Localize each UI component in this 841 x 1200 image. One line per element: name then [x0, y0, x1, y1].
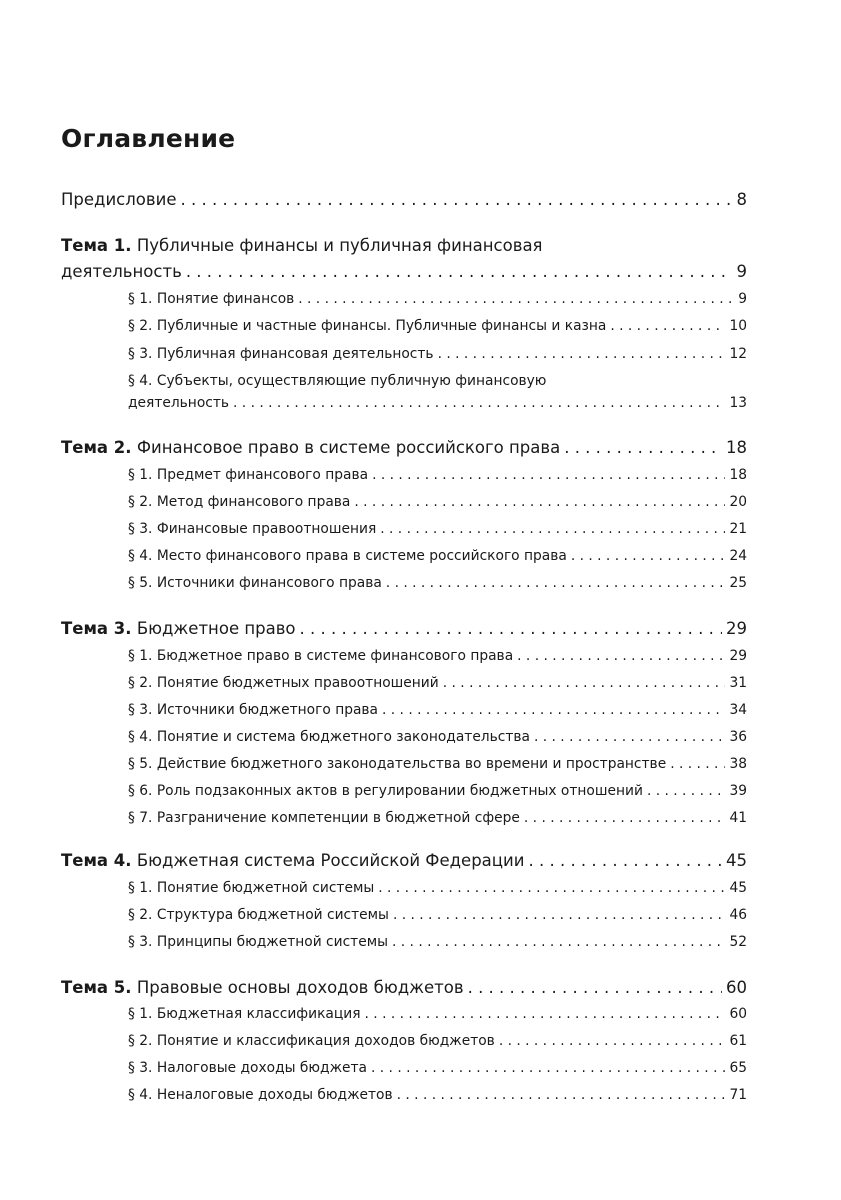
section-label: § 3. Финансовые правоотношения [128, 521, 377, 537]
toc-entry-label: Предисловие [61, 190, 177, 209]
section-label: § 4. Субъекты, осуществляющие публичную финансовую [128, 373, 547, 389]
toc-page-number: 36 [729, 729, 747, 745]
toc-topic-3[interactable] [61, 617, 747, 641]
dot-leader [233, 392, 725, 414]
dot-leader [468, 976, 722, 1000]
toc-section[interactable] [128, 491, 747, 513]
section-label: § 3. Принципы бюджетной системы [128, 934, 389, 950]
toc-section[interactable] [128, 699, 747, 721]
toc-page-number: 34 [729, 702, 747, 718]
dot-leader [610, 315, 725, 337]
toc-page-number: 39 [729, 783, 747, 799]
dot-leader [524, 807, 726, 829]
topic-prefix: Тема 4. [61, 851, 132, 870]
toc-page-number: 38 [729, 756, 747, 772]
dot-leader [397, 1084, 726, 1106]
toc-page-number: 21 [729, 521, 747, 537]
toc-section[interactable] [128, 1057, 747, 1079]
section-label: § 5. Источники финансового права [128, 575, 382, 591]
toc-page-number: 29 [726, 619, 747, 638]
dot-leader [534, 726, 725, 748]
topic-title: Бюджетное право [136, 619, 296, 638]
toc-section[interactable] [128, 726, 747, 748]
toc-page-number: 45 [726, 851, 747, 870]
topic-title: Бюджетная система Российской Федерации [136, 851, 525, 870]
section-label: § 2. Метод финансового права [128, 494, 351, 510]
toc-page-number: 71 [729, 1087, 747, 1103]
toc-section[interactable] [128, 464, 747, 486]
toc-page-number: 52 [729, 934, 747, 950]
section-label: § 2. Понятие и классификация доходов бюджетов [128, 1033, 495, 1049]
toc-topic-1-heading-line1[interactable] [61, 234, 542, 258]
toc-page-number: 10 [729, 318, 747, 334]
section-label: § 3. Источники бюджетного права [128, 702, 379, 718]
dot-leader [670, 753, 725, 775]
toc-page-number: 46 [729, 907, 747, 923]
toc-page-number: 31 [729, 675, 747, 691]
dot-leader [354, 491, 725, 513]
toc-section[interactable] [128, 672, 747, 694]
section-label-continued: деятельность [128, 395, 230, 411]
section-label: § 2. Структура бюджетной системы [128, 907, 389, 923]
toc-page-number: 20 [729, 494, 747, 510]
topic-title-continued: деятельность [61, 262, 182, 281]
toc-section[interactable] [128, 343, 747, 365]
dot-leader [528, 849, 722, 873]
dot-leader [438, 343, 726, 365]
toc-topic-1[interactable] [61, 260, 747, 284]
toc-page-number: 61 [729, 1033, 747, 1049]
toc-page-number: 65 [729, 1060, 747, 1076]
toc-section[interactable] [128, 780, 747, 802]
toc-section[interactable] [128, 545, 747, 567]
toc-section[interactable] [128, 392, 747, 414]
toc-page-number: 18 [726, 438, 747, 457]
toc-page-number: 12 [729, 346, 747, 362]
section-label: § 1. Понятие бюджетной системы [128, 880, 375, 896]
section-label: § 4. Неналоговые доходы бюджетов [128, 1087, 393, 1103]
dot-leader [365, 1003, 726, 1025]
section-label: § 1. Бюджетное право в системе финансового права [128, 648, 514, 664]
section-label: § 5. Действие бюджетного законодательства во времени и пространстве [128, 756, 667, 772]
dot-leader [647, 780, 725, 802]
section-label: § 3. Публичная финансовая деятельность [128, 346, 434, 362]
topic-prefix: Тема 3. [61, 619, 132, 638]
dot-leader [517, 645, 725, 667]
toc-topic-2[interactable] [61, 436, 747, 460]
toc-section[interactable] [128, 315, 747, 337]
toc-section[interactable] [128, 1084, 747, 1106]
dot-leader [382, 699, 725, 721]
dot-leader [300, 617, 722, 641]
toc-section[interactable] [128, 518, 747, 540]
toc-section[interactable] [128, 572, 747, 594]
section-label: § 1. Понятие финансов [128, 291, 295, 307]
topic-prefix: Тема 2. [61, 438, 132, 457]
dot-leader [372, 464, 725, 486]
toc-section[interactable] [128, 645, 747, 667]
toc-page-number: 60 [726, 978, 747, 997]
toc-section[interactable] [128, 807, 747, 829]
dot-leader [380, 518, 725, 540]
toc-section[interactable] [128, 753, 747, 775]
toc-page-number: 29 [729, 648, 747, 664]
toc-page-number: 9 [738, 291, 747, 307]
toc-page-number: 45 [729, 880, 747, 896]
section-label: § 2. Публичные и частные финансы. Публичные финансы и казна [128, 318, 607, 334]
topic-title: Правовые основы доходов бюджетов [136, 978, 464, 997]
section-label: § 3. Налоговые доходы бюджета [128, 1060, 367, 1076]
dot-leader [378, 877, 725, 899]
section-label: § 6. Роль подзаконных актов в регулировании бюджетных отношений [128, 783, 643, 799]
toc-page-number: 25 [729, 575, 747, 591]
toc-page-number: 18 [729, 467, 747, 483]
dot-leader [392, 931, 725, 953]
dot-leader [186, 260, 733, 284]
toc-page-number: 60 [729, 1006, 747, 1022]
toc-section-line1[interactable] [128, 370, 546, 392]
topic-prefix: Тема 5. [61, 978, 132, 997]
toc-topic-4[interactable] [61, 849, 747, 873]
toc-topic-5[interactable] [61, 976, 747, 1000]
section-label: § 4. Понятие и система бюджетного законодательства [128, 729, 530, 745]
topic-title: Публичные финансы и публичная финансовая [136, 236, 543, 255]
topic-title: Финансовое право в системе российского права [136, 438, 561, 457]
dot-leader [386, 572, 726, 594]
page-title: Оглавление [61, 124, 236, 153]
toc-page-number: 13 [729, 395, 747, 411]
dot-leader [443, 672, 726, 694]
toc-section[interactable] [128, 931, 747, 953]
dot-leader [371, 1057, 725, 1079]
toc-page-number: 24 [729, 548, 747, 564]
dot-leader [180, 188, 732, 212]
toc-section[interactable] [128, 288, 747, 310]
dot-leader [499, 1030, 726, 1052]
section-label: § 4. Место финансового права в системе российского права [128, 548, 567, 564]
dot-leader [571, 545, 726, 567]
topic-prefix: Тема 1. [61, 236, 132, 255]
toc-page-number: 9 [736, 262, 747, 281]
toc-page-number: 41 [729, 810, 747, 826]
dot-leader [298, 288, 734, 310]
section-label: § 1. Предмет финансового права [128, 467, 369, 483]
dot-leader [393, 904, 725, 926]
section-label: § 2. Понятие бюджетных правоотношений [128, 675, 439, 691]
toc-section[interactable] [128, 1030, 747, 1052]
toc-page-number: 8 [736, 190, 747, 209]
toc-section[interactable] [128, 877, 747, 899]
section-label: § 1. Бюджетная классификация [128, 1006, 361, 1022]
dot-leader [564, 436, 722, 460]
section-label: § 7. Разграничение компетенции в бюджетной сфере [128, 810, 520, 826]
toc-section[interactable] [128, 1003, 747, 1025]
toc-section[interactable] [128, 904, 747, 926]
toc-entry-preface[interactable] [61, 188, 747, 212]
